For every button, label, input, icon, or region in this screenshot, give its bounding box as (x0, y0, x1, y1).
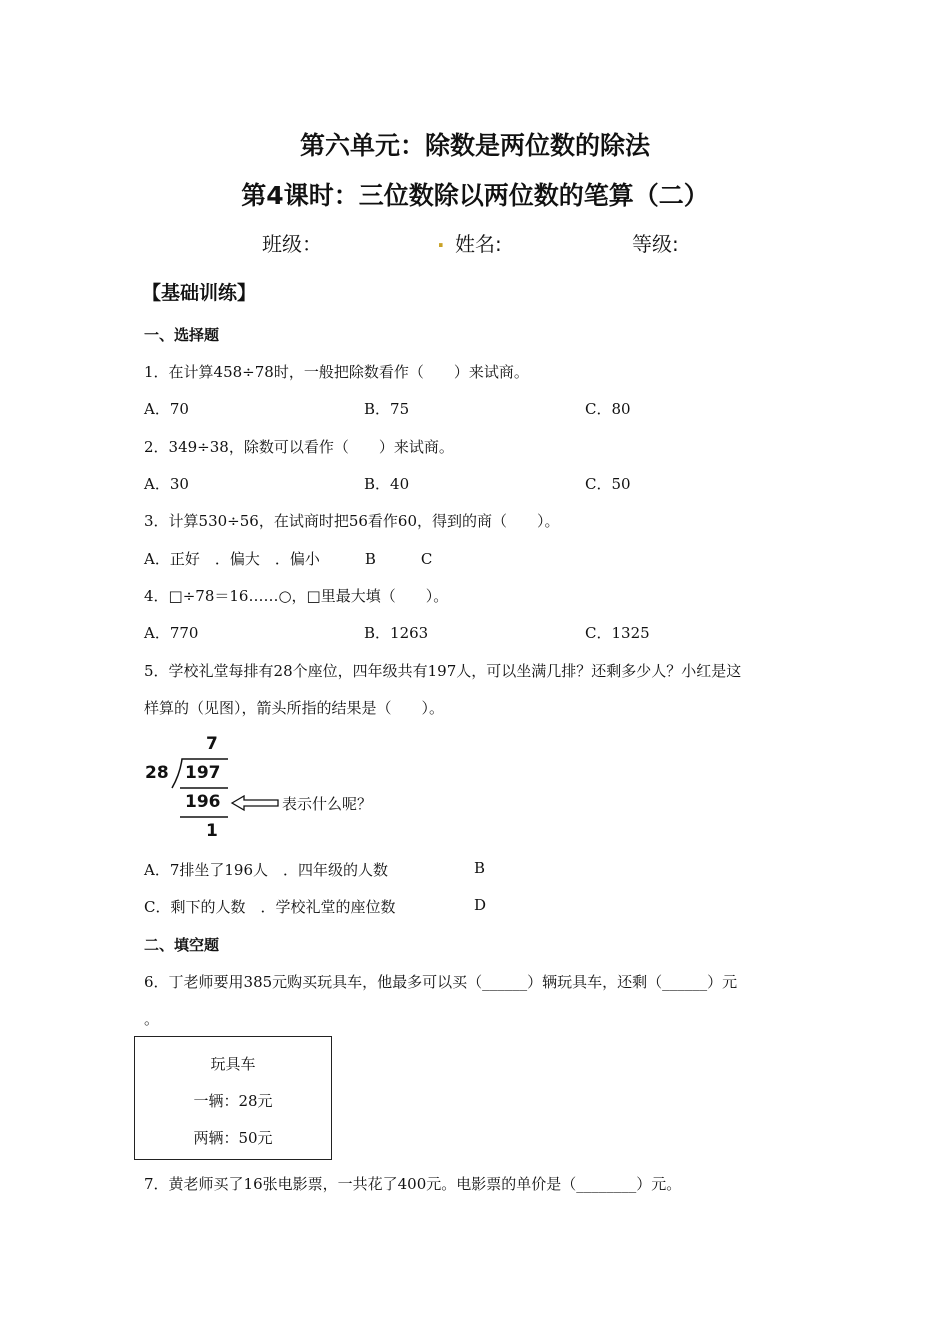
question-4-option-c: C．1325 (585, 624, 650, 642)
division-quotient: 7 (206, 734, 218, 754)
division-dividend: 197 (185, 763, 221, 783)
lesson-title: 第4课时：三位数除以两位数的笔算（二） (241, 181, 709, 210)
question-2-option-b: B．40 (364, 475, 410, 493)
question-1: 1．在计算458÷78时，一般把除数看作（ ）来试商。 (144, 363, 529, 381)
division-divisor: 28 (145, 763, 169, 783)
toy-box-price-two: 两辆：50元 (193, 1129, 273, 1147)
question-4: 4．□÷78＝16……○，□里最大填（ ）。 (144, 587, 449, 605)
division-lines (140, 730, 410, 845)
question-5-option-d: D (474, 896, 487, 914)
question-6-line2: 。 (144, 1010, 160, 1028)
question-3-options: A．正好 ．偏大 ．偏小 B C (144, 550, 433, 568)
question-2: 2．349÷38，除数可以看作（ ）来试商。 (144, 438, 454, 456)
separator-dot: . (437, 228, 445, 252)
toy-box-title: 玩具车 (210, 1055, 256, 1073)
question-4-option-b: B．1263 (364, 624, 429, 642)
question-1-option-c: C．80 (585, 400, 631, 418)
question-5-line2: 样算的（见图），箭头所指的结果是（ ）。 (144, 699, 445, 717)
arrow-label: 表示什么呢？ (282, 795, 373, 813)
long-division-figure (140, 730, 410, 845)
toy-box-price-one: 一辆：28元 (193, 1092, 273, 1110)
part2-heading: 二、填空题 (144, 936, 220, 954)
question-1-option-b: B．75 (364, 400, 410, 418)
question-5-option-row1: A．7排坐了196人 ．四年级的人数 (144, 861, 389, 879)
question-2-option-a: A．30 (144, 475, 189, 493)
part1-heading: 一、选择题 (144, 326, 220, 344)
page-title: 第六单元：除数是两位数的除法 (299, 131, 650, 160)
division-product: 196 (185, 792, 221, 812)
hollow-arrow-icon (232, 796, 278, 810)
question-2-option-c: C．50 (585, 475, 631, 493)
grade-label: 等级: (632, 232, 679, 256)
question-4-option-a: A．770 (144, 624, 199, 642)
toy-car-price-box (134, 1036, 332, 1160)
section-title: 【基础训练】 (142, 282, 257, 304)
question-6-line1: 6．丁老师要用385元购买玩具车，他最多可以买（______）辆玩具车，还剩（______）元 (144, 973, 738, 991)
name-label: 姓名: (455, 232, 502, 256)
question-5-line1: 5．学校礼堂每排有28个座位，四年级共有197人，可以坐满几排？还剩多少人？小红是这 (144, 662, 742, 680)
question-7: 7．黄老师买了16张电影票，一共花了400元。电影票的单价是（________）元。 (144, 1175, 682, 1193)
class-label: 班级： (262, 232, 322, 256)
question-5-option-b: B (474, 859, 486, 877)
question-3: 3．计算530÷56，在试商时把56看作60，得到的商（ ）。 (144, 512, 560, 530)
question-1-option-a: A．70 (144, 400, 189, 418)
question-5-option-row2: C．剩下的人数 ．学校礼堂的座位数 (144, 898, 396, 916)
division-remainder: 1 (206, 821, 218, 841)
